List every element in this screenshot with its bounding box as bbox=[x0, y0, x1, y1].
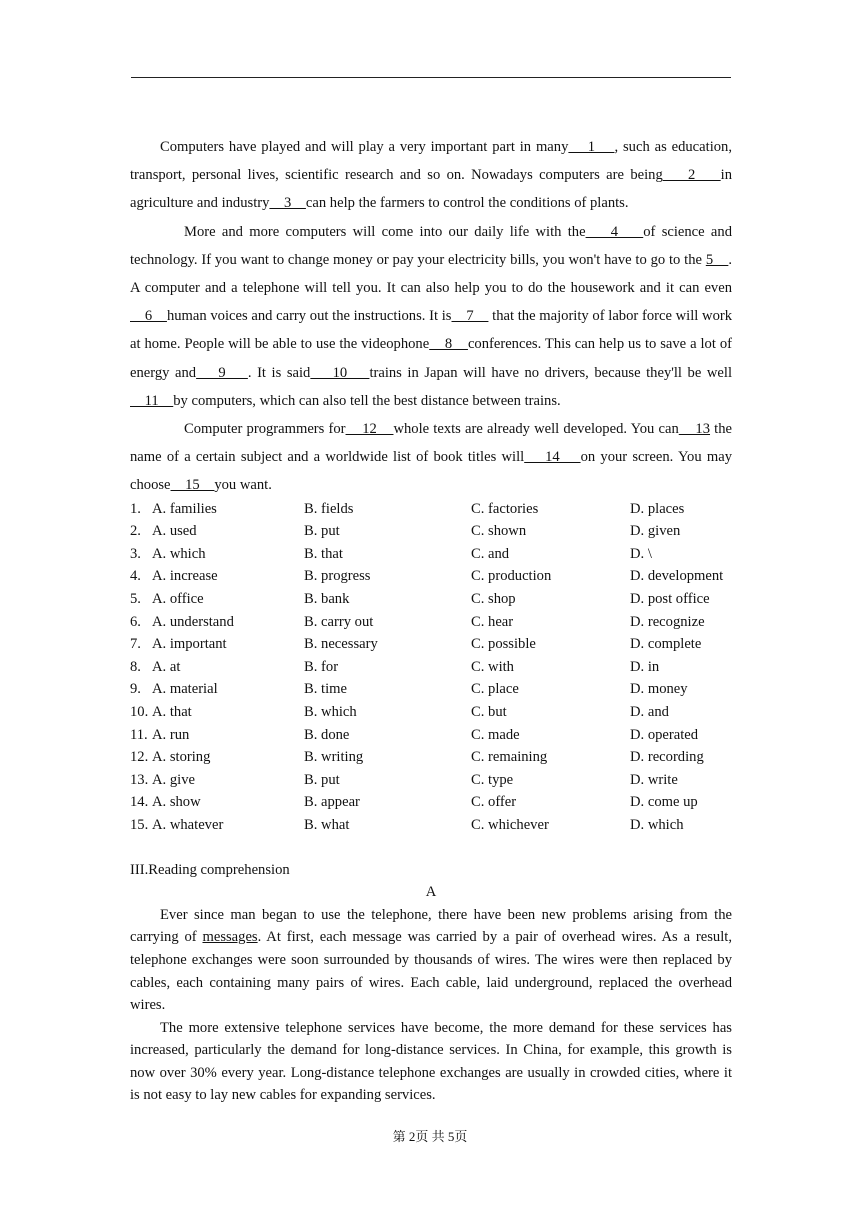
option-row-11: 11. A. run B. done C. made D. operated bbox=[130, 726, 699, 743]
blank-11: 11 bbox=[130, 392, 174, 409]
blank-13: 13 bbox=[678, 421, 711, 438]
cloze-paragraph-3: Computer programmers for 12 whole texts are already well developed. You can 13 the name of a certain subject and a worldwide list of book titles will 14 on your screen. You may choose 15 you want. bbox=[130, 421, 733, 494]
option-row-6: 6. A. understand B. carry out C. hear D. recognize bbox=[130, 613, 705, 630]
option-row-2: 2. A. used B. put C. shown D. given bbox=[130, 523, 681, 540]
page-footer: 第 2页 共 5页 bbox=[392, 1129, 468, 1144]
blank-15: 15 bbox=[170, 477, 215, 494]
blank-12: 12 bbox=[345, 421, 394, 438]
blank-2: 2 bbox=[662, 167, 721, 184]
option-row-5: 5. A. office B. bank C. shop D. post office bbox=[130, 591, 710, 608]
option-row-7: 7. A. important B. necessary C. possible D. complete bbox=[130, 636, 702, 653]
option-row-4: 4. A. increase B. progress C. production D. development bbox=[130, 568, 724, 585]
blank-10: 10 bbox=[310, 364, 370, 381]
blank-5: 5 bbox=[705, 251, 729, 268]
option-row-3: 3. A. which B. that C. and D. \ bbox=[130, 545, 652, 562]
blank-6: 6 bbox=[130, 308, 167, 325]
reading-paragraph-1: Ever since man began to use the telephone, there have been new problems arising from the carrying of messages. At first, each message was carried by a pair of overhead wires. As a result, telephone exchanges were soon surrounded by thousands of wires. The wires were then replaced by cables, each containing many pairs of wires. Each cable, laid underground, replaced the overhead wires. bbox=[130, 906, 732, 1014]
header-rule bbox=[131, 77, 731, 78]
blank-7: 7 bbox=[451, 308, 489, 325]
blank-4: 4 bbox=[585, 223, 644, 240]
option-row-8: 8. A. at B. for C. with D. in bbox=[130, 658, 660, 675]
option-row-10: 10. A. that B. which C. but D. and bbox=[130, 703, 669, 720]
option-row-13: 13. A. give B. put C. type D. write bbox=[130, 771, 678, 788]
blank-1: 1 bbox=[568, 139, 615, 155]
underlined-word: messages bbox=[202, 929, 258, 946]
page-content bbox=[130, 133, 732, 1107]
blank-3: 3 bbox=[269, 195, 306, 212]
cloze-paragraph-1: Computers have played and will play a very important part in many 1 , such as education, transport, personal lives, scientific research and so on. Nowadays computers are being 2 in agriculture and industry 3 can help the farmers to control the conditions of plants. bbox=[130, 139, 732, 212]
blank-8: 8 bbox=[429, 336, 468, 353]
section-title: III.Reading comprehension bbox=[130, 861, 290, 878]
cloze-paragraph-2: More and more computers will come into our daily life with the 4 of science and technology. If you want to change money or pay your electricity bills, you won't have to go to the 5 . A computer and a telephone will tell you. It can also help you to do the housework and it can even 6 human voices and carry out the instructions. It is 7 that the majority of labor force will work at home. People will be able to use the videophone 8 conferences. This can help us to save a lot of energy and 9 . It is said 10 trains in Japan will have no drivers, because they'll be well 11 by computers, which can also tell the best distance between trains. bbox=[130, 223, 733, 409]
options-list bbox=[130, 498, 732, 837]
option-row-1: 1. A. families B. fields C. factories D. places bbox=[130, 500, 685, 517]
reading-paragraph-2: The more extensive telephone services have become, the more demand for these services has increased, particularly the demand for long-distance services. In China, for example, this growth is now over 30% every year. Long-distance telephone exchanges are usually in crowded cities, where it is not easy to lay new cables for expanding services. bbox=[130, 1019, 732, 1104]
option-row-15: 15. A. whatever B. what C. whichever D. which bbox=[130, 816, 684, 833]
option-row-14: 14. A. show B. appear C. offer D. come up bbox=[130, 794, 698, 811]
option-row-12: 12. A. storing B. writing C. remaining D. recording bbox=[130, 749, 704, 766]
option-row-9: 9. A. material B. time C. place D. money bbox=[130, 681, 688, 698]
blank-9: 9 bbox=[196, 364, 248, 381]
passage-letter: A bbox=[425, 884, 437, 901]
blank-14: 14 bbox=[524, 449, 581, 466]
